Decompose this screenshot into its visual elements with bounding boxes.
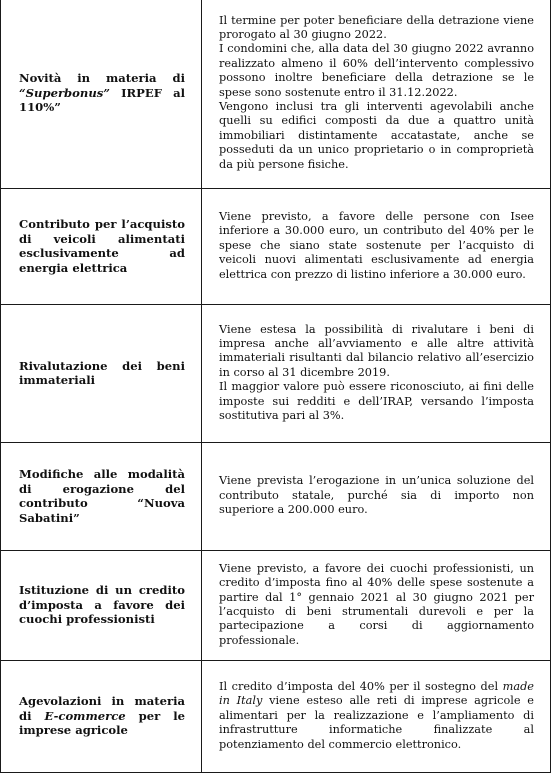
- row-description: [219, 680, 534, 752]
- row-label-cell: [1, 660, 202, 772]
- row-label-cell: [1, 304, 202, 442]
- row-description: [219, 323, 534, 424]
- description-emphasis: made in Italy: [219, 679, 534, 708]
- table-row: [1, 304, 551, 442]
- description-text: Il credito d’imposta del 40% per il sostegno del: [219, 679, 503, 693]
- description-paragraph: Viene previsto, a favore dei cuochi professionisti, un credito d’imposta fino al 40% delle spese sostenute a partire dal 1° gennaio 2021 al 30 giugno 2021 per l’acquisto di beni strumentali durevoli e per la partecipazione a corsi di aggiornamento professionale.: [219, 561, 534, 647]
- label-emphasis: E-commerce: [44, 708, 126, 723]
- row-label: [19, 217, 185, 275]
- description-text: viene esteso alle reti di imprese agricole e alimentari per la realizzazione e l’ampliamento di infrastrutture informatiche finalizzate al potenziamento del commercio elettronico.: [219, 694, 534, 751]
- table-row: [1, 0, 551, 188]
- description-paragraph: Il maggior valore può essere riconosciuto, ai fini delle imposte sui redditi e dell’IRAP, versando l’imposta sostitutiva pari al 3%.: [219, 380, 534, 423]
- description-paragraph: Viene estesa la possibilità di rivalutare i beni di impresa anche all’avviamento e alle altre attività immateriali risultanti dal bilancio relativo all’esercizio in corso al 31 dicembre 2019.: [219, 322, 534, 379]
- description-paragraph: I condomini che, alla data del 30 giugno 2022 avranno realizzato almeno il 60% dell’intervento complessivo possono inoltre beneficiare della detrazione se le spese sono sostenute entro il 31.12.2022.: [219, 42, 534, 99]
- label-text: Istituzione di un credito d’imposta a favore dei cuochi professionisti: [19, 583, 185, 627]
- row-description-cell: [202, 188, 551, 304]
- row-description-cell: [202, 0, 551, 188]
- row-description: [219, 562, 534, 648]
- table-row: [1, 188, 551, 304]
- label-text: per le imprese agricole: [19, 708, 185, 738]
- row-label-cell: [1, 550, 202, 660]
- row-label-cell: [1, 442, 202, 550]
- row-label: [19, 71, 185, 115]
- row-description: [219, 474, 534, 517]
- table-row: [1, 660, 551, 772]
- row-description-cell: [202, 660, 551, 772]
- description-paragraph: Vengono inclusi tra gli interventi agevolabili anche quelli su edifici composti da due a quattro unità immobiliari distintamente accatastate, anche se posseduti da un unico proprietario o in comproprietà da più persone fisiche.: [219, 99, 534, 171]
- row-label-cell: [1, 0, 202, 188]
- row-label-cell: [1, 188, 202, 304]
- table-row: [1, 442, 551, 550]
- description-paragraph: [219, 680, 534, 752]
- label-text: Modifiche alle modalità di erogazione del contributo “Nuova Sabatini”: [19, 467, 185, 525]
- row-description-cell: [202, 550, 551, 660]
- label-text: Agevolazioni in materia di: [19, 694, 185, 723]
- row-description-cell: [202, 304, 551, 442]
- row-label: [19, 694, 185, 738]
- label-text: Contributo per l’acquisto di veicoli alimentati esclusivamente ad energia elettrica: [19, 217, 185, 275]
- label-text: IRPEF al 110%”: [19, 85, 185, 114]
- table-row: [1, 550, 551, 660]
- description-paragraph: Il termine per poter beneficiare della detrazione viene prorogato al 30 giugno 2022.: [219, 13, 534, 41]
- label-text: Rivalutazione dei beni immateriali: [19, 358, 185, 387]
- row-label: [19, 359, 185, 388]
- row-description: [219, 14, 534, 172]
- row-description: [219, 210, 534, 282]
- row-description-cell: [202, 442, 551, 550]
- description-paragraph: Viene previsto, a favore delle persone con Isee inferiore a 30.000 euro, un contributo del 40% per le spese che siano state sostenute per l’acquisto di veicoli nuovi alimentati esclusivamente ad energia elettrica con prezzo di listino inferiore a 30.000 euro.: [219, 209, 534, 281]
- label-emphasis: “Superbonus”: [19, 85, 110, 100]
- row-label: [19, 467, 185, 525]
- label-text: Novità in materia di: [19, 71, 185, 85]
- row-label: [19, 583, 185, 627]
- description-paragraph: Viene prevista l’erogazione in un’unica soluzione del contributo statale, purché sia di importo non superiore a 200.000 euro.: [219, 474, 534, 517]
